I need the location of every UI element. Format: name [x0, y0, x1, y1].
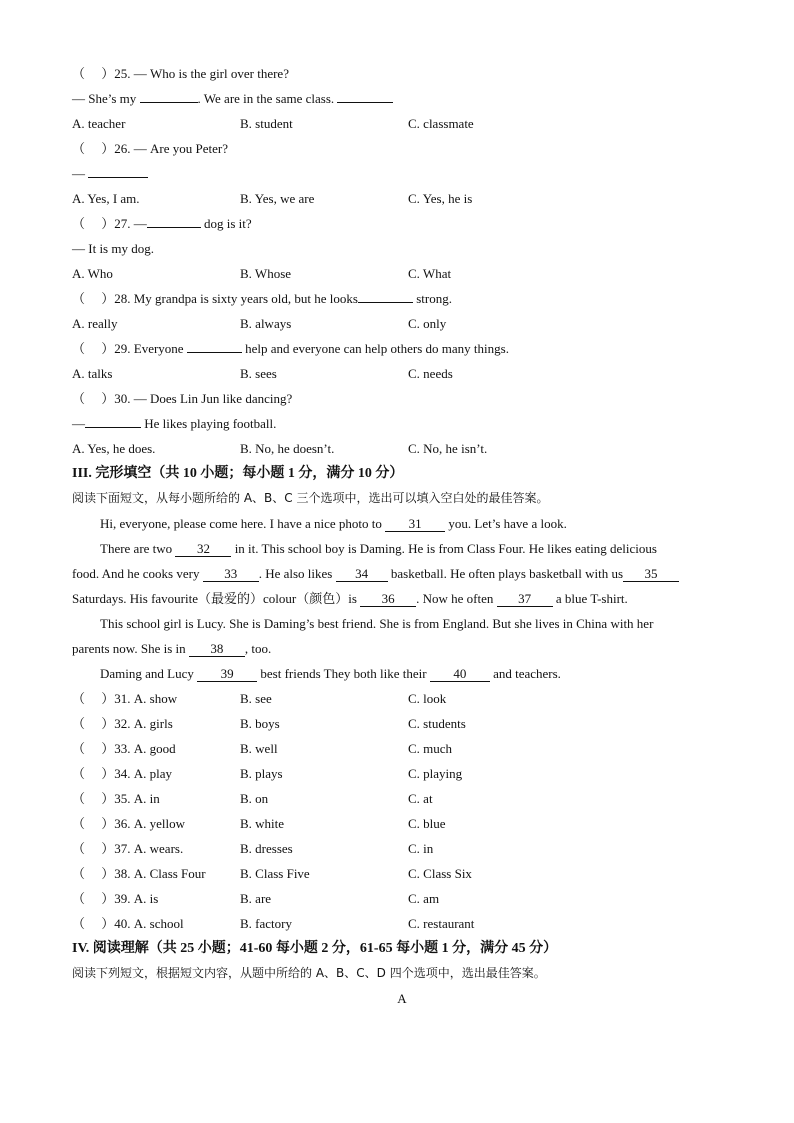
option-b: B. Whose: [240, 266, 292, 281]
option-a: （ ）35. A. in: [72, 791, 160, 806]
option-c: C. What: [408, 266, 452, 281]
option-b: B. student: [240, 116, 293, 131]
option-b: B. Class Five: [240, 866, 310, 881]
question-28-options: [72, 311, 732, 336]
option-c: C. much: [408, 741, 453, 756]
question-30-line2: [72, 411, 732, 436]
option-a: A. Yes, I am.: [72, 191, 140, 206]
question-26-stem: [72, 136, 732, 161]
question-30-stem: [72, 386, 732, 411]
passage-line-7: [72, 661, 732, 686]
passage-text: Hi, everyone, please come here. I have a nice photo to: [100, 516, 382, 531]
option-a: （ ）34. A. play: [72, 766, 173, 781]
question-25-stem: [72, 61, 732, 86]
question-29-stem: [72, 336, 732, 361]
option-c: C. at: [408, 791, 433, 806]
option-c: C. am: [408, 891, 440, 906]
question-text: — She’s my: [72, 91, 137, 106]
question-text: （ ）30. — Does Lin Jun like dancing?: [72, 391, 293, 406]
option-b: B. boys: [240, 716, 280, 731]
passage-text: and teachers.: [493, 666, 561, 681]
question-27-line2: [72, 236, 732, 261]
question-text: （ ）28. My grandpa is sixty years old, but he looks: [72, 291, 358, 306]
option-c: C. in: [408, 841, 434, 856]
section-3-title: III. 完形填空（共 10 小题；每小题 1 分，满分 10 分）: [72, 466, 404, 481]
option-a: （ ）37. A. wears.: [72, 841, 184, 856]
question-text: help and everyone can help others do many things.: [245, 341, 509, 356]
section-4-title: IV. 阅读理解（共 25 小题；41-60 每小题 2 分，61-65 每小题 1 分，满分 45 分）: [72, 941, 558, 956]
passage-text: in it. This school boy is Daming. He is from Class Four. He likes eating delicious: [234, 541, 657, 556]
answer-blank: [187, 337, 242, 353]
cloze-blank-39: 39: [197, 666, 257, 682]
cloze-blank-34: 34: [336, 566, 388, 582]
passage-text: basketball. He often plays basketball with us: [390, 566, 623, 581]
option-a: （ ）39. A. is: [72, 891, 159, 906]
option-b: B. plays: [240, 766, 283, 781]
passage-line-2: [72, 536, 732, 561]
question-26-options: [72, 186, 732, 211]
passage-text: There are two: [100, 541, 173, 556]
cloze-blank-33: 33: [203, 566, 259, 582]
cloze-blank-36: 36: [360, 591, 416, 607]
question-text: （ ）29. Everyone: [72, 341, 184, 356]
option-b: B. factory: [240, 916, 292, 931]
passage-text: a blue T-shirt.: [555, 591, 628, 606]
question-26-line2: [72, 161, 732, 186]
option-b: B. see: [240, 691, 272, 706]
passage-text: . He also likes: [258, 566, 333, 581]
option-b: B. sees: [240, 366, 277, 381]
question-text: He likes playing football.: [144, 416, 277, 431]
option-a: A. talks: [72, 366, 113, 381]
cloze-blank-31: 31: [385, 516, 445, 532]
passage-text: . Now he often: [416, 591, 494, 606]
question-27-stem: [72, 211, 732, 236]
option-c: C. students: [408, 716, 466, 731]
cloze-blank-32: 32: [175, 541, 231, 557]
question-text: （ ）26. — Are you Peter?: [72, 141, 228, 156]
cloze-option-row: [72, 811, 732, 836]
passage-line-4: [72, 586, 732, 611]
passage-line-1: [72, 511, 732, 536]
option-b: B. always: [240, 316, 292, 331]
cloze-option-row: [72, 911, 732, 936]
option-a: （ ）31. A. show: [72, 691, 178, 706]
option-c: C. look: [408, 691, 447, 706]
passage-text: food. And he cooks very: [72, 566, 200, 581]
cloze-blank-40: 40: [430, 666, 490, 682]
passage-line-6: [72, 636, 732, 661]
question-text: （ ）25. — Who is the girl over there?: [72, 66, 289, 81]
option-c: C. needs: [408, 366, 453, 381]
question-25-options: [72, 111, 732, 136]
answer-blank: [147, 212, 201, 228]
option-a: A. really: [72, 316, 118, 331]
question-30-options: [72, 436, 732, 461]
option-b: B. well: [240, 741, 278, 756]
question-text: （ ）27. —: [72, 216, 147, 231]
option-c: C. blue: [408, 816, 446, 831]
cloze-option-row: [72, 736, 732, 761]
question-text: strong.: [416, 291, 452, 306]
passage-text: you. Let’s have a look.: [448, 516, 567, 531]
cloze-option-row: [72, 761, 732, 786]
option-b: B. are: [240, 891, 272, 906]
option-a: A. teacher: [72, 116, 126, 131]
question-text: —: [72, 416, 85, 431]
passage-line-3: [72, 561, 732, 586]
answer-blank: [337, 87, 393, 103]
option-c: C. No, he isn’t.: [408, 441, 488, 456]
option-a: A. Yes, he does.: [72, 441, 156, 456]
cloze-option-row: [72, 861, 732, 886]
passage-text: , too.: [244, 641, 272, 656]
option-a: （ ）38. A. Class Four: [72, 866, 206, 881]
option-b: B. No, he doesn’t.: [240, 441, 335, 456]
reading-part-label: A: [397, 991, 407, 1006]
section-4-instruction: 阅读下列短文，根据短文内容，从题中所给的 A、B、C、D 四个选项中，选出最佳答案。: [72, 966, 546, 980]
passage-text: This school girl is Lucy. She is Daming’s best friend. She is from England. But she lives in China with her: [100, 616, 654, 631]
option-c: C. Class Six: [408, 866, 472, 881]
option-c: C. classmate: [408, 116, 474, 131]
answer-blank: [88, 162, 148, 178]
cloze-option-row: [72, 786, 732, 811]
question-text: . We are in the same class.: [197, 91, 335, 106]
passage-text: Saturdays. His favourite（最爱的）colour（颜色）is: [72, 591, 357, 606]
answer-blank: [140, 87, 198, 103]
option-c: C. Yes, he is: [408, 191, 473, 206]
cloze-option-row: [72, 836, 732, 861]
question-27-options: [72, 261, 732, 286]
question-text: — It is my dog.: [72, 241, 154, 256]
cloze-blank-35: 35: [623, 566, 679, 582]
passage-text: Daming and Lucy: [100, 666, 194, 681]
option-b: B. white: [240, 816, 285, 831]
question-29-options: [72, 361, 732, 386]
option-a: A. Who: [72, 266, 113, 281]
question-text: dog is it?: [204, 216, 252, 231]
answer-blank: [358, 287, 413, 303]
option-c: C. only: [408, 316, 447, 331]
cloze-blank-37: 37: [497, 591, 553, 607]
answer-blank: [85, 412, 141, 428]
passage-line-5: [72, 611, 732, 636]
passage-text: parents now. She is in: [72, 641, 186, 656]
option-b: B. on: [240, 791, 269, 806]
question-25-line2: [72, 86, 732, 111]
cloze-option-row: [72, 711, 732, 736]
option-a: （ ）36. A. yellow: [72, 816, 186, 831]
passage-text: best friends They both like their: [260, 666, 427, 681]
option-b: B. dresses: [240, 841, 293, 856]
cloze-blank-38: 38: [189, 641, 245, 657]
option-a: （ ）32. A. girls: [72, 716, 173, 731]
option-c: C. restaurant: [408, 916, 475, 931]
exam-page: [72, 61, 732, 1011]
option-b: B. Yes, we are: [240, 191, 315, 206]
section-3-instruction: 阅读下面短文，从每小题所给的 A、B、C 三个选项中，选出可以填入空白处的最佳答案。: [72, 491, 549, 505]
option-a: （ ）40. A. school: [72, 916, 184, 931]
question-28-stem: [72, 286, 732, 311]
cloze-option-row: [72, 886, 732, 911]
option-a: （ ）33. A. good: [72, 741, 176, 756]
question-text: —: [72, 166, 85, 181]
cloze-option-row: [72, 686, 732, 711]
option-c: C. playing: [408, 766, 463, 781]
